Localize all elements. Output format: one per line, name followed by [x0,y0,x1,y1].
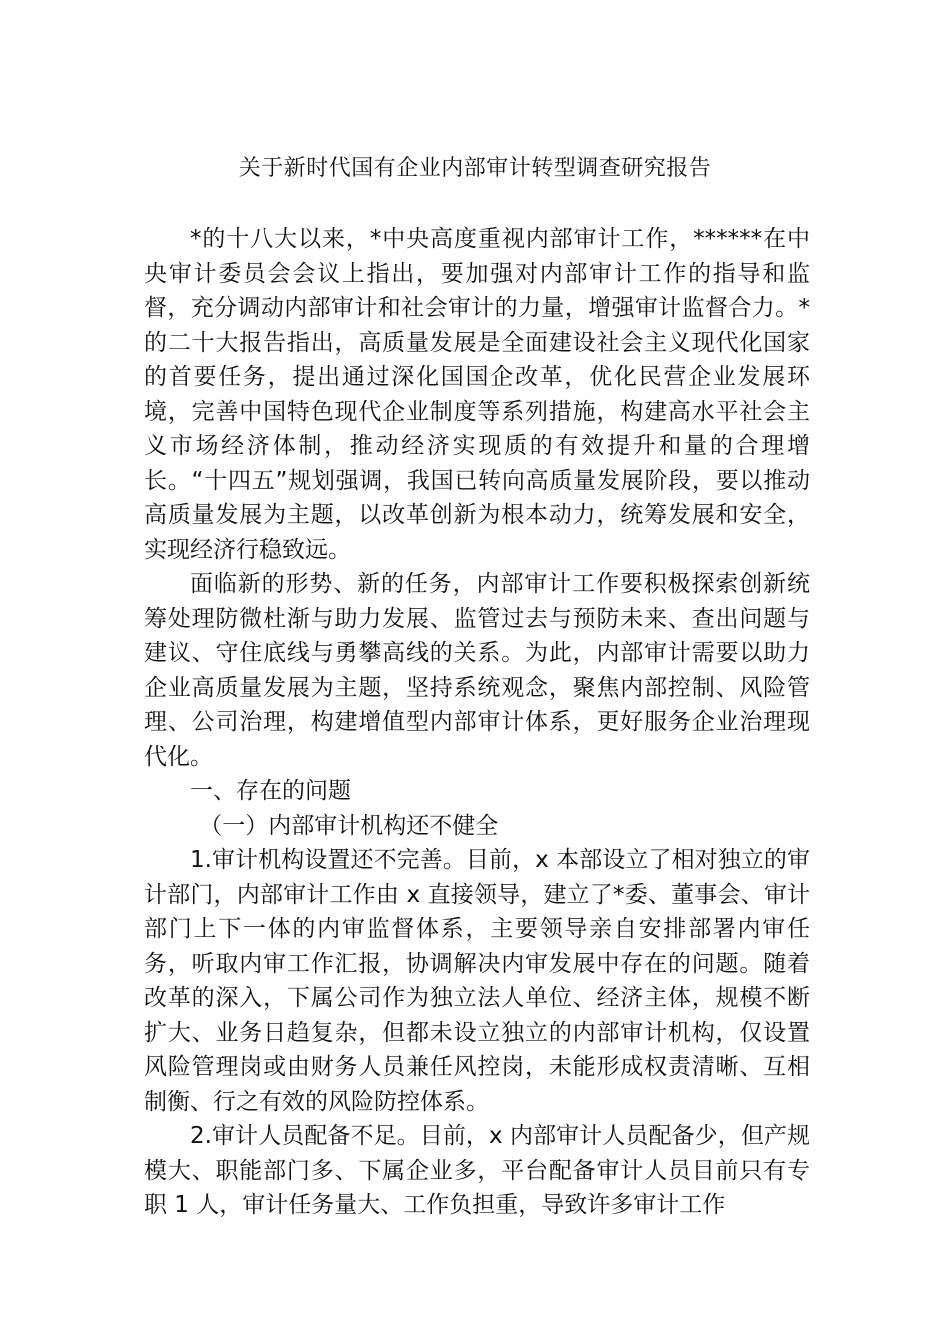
document-body [144,222,810,1223]
paragraph-new-situation: 面临新的形势、新的任务，内部审计工作要积极探索创新统筹处理防微杜渐与助力发展、监管过去与预防未来、查出问题与建议、守住底线与勇攀高线的关系。为此，内部审计需要以助力企业高质量发展为主题，坚持系统观念，聚焦内部控制、风险管理、公司治理，构建增值型内部审计体系，更好服务企业治理现代化。 [144,571,810,770]
paragraph-point-2: 2.审计人员配备不足。目前，x 内部审计人员配备少，但产规模大、职能部门多、下属企业多，平台配备审计人员目前只有专职 1 人，审计任务量大、工作负担重，导致许多审计工作 [144,1123,810,1218]
subsection-heading-institutions: （一）内部审计机构还不健全 [199,812,499,839]
paragraph-point-1: 1.审计机构设置还不完善。目前，x 本部设立了相对独立的审计部门，内部审计工作由 x 直接领导，建立了*委、董事会、审计部门上下一体的内审监督体系，主要领导亲自安排部署内审任务，听取内审工作汇报，协调解决内审发展中存在的问题。随着改革的深入，下属公司作为独立法人单位、经济主体，规模不断扩大、业务日趋复杂，但都未设立独立的内部审计机构，仅设置风险管理岗或由财务人员兼任风控岗，未能形成权责清晰、互相制衡、行之有效的风险防控体系。 [144,847,810,1115]
document-title: 关于新时代国有企业内部审计转型调查研究报告 [238,156,712,181]
paragraph-intro: *的十八大以来，*中央高度重视内部审计工作，******在中央审计委员会会议上指出，要加强对内部审计工作的指导和监督，充分调动内部审计和社会审计的力量，增强审计监督合力。*的二十大报告指出，高质量发展是全面建设社会主义现代化国家的首要任务，提出通过深化国国企改革，优化民营企业发展环境，完善中国特色现代企业制度等系列措施，构建高水平社会主义市场经济体制，推动经济实现质的有效提升和量的合理增长。“十四五”规划强调，我国已转向高质量发展阶段，要以推动高质量发展为主题，以改革创新为根本动力，统筹发展和安全，实现经济行稳致远。 [144,226,810,563]
section-heading-problems: 一、存在的问题 [190,778,351,804]
